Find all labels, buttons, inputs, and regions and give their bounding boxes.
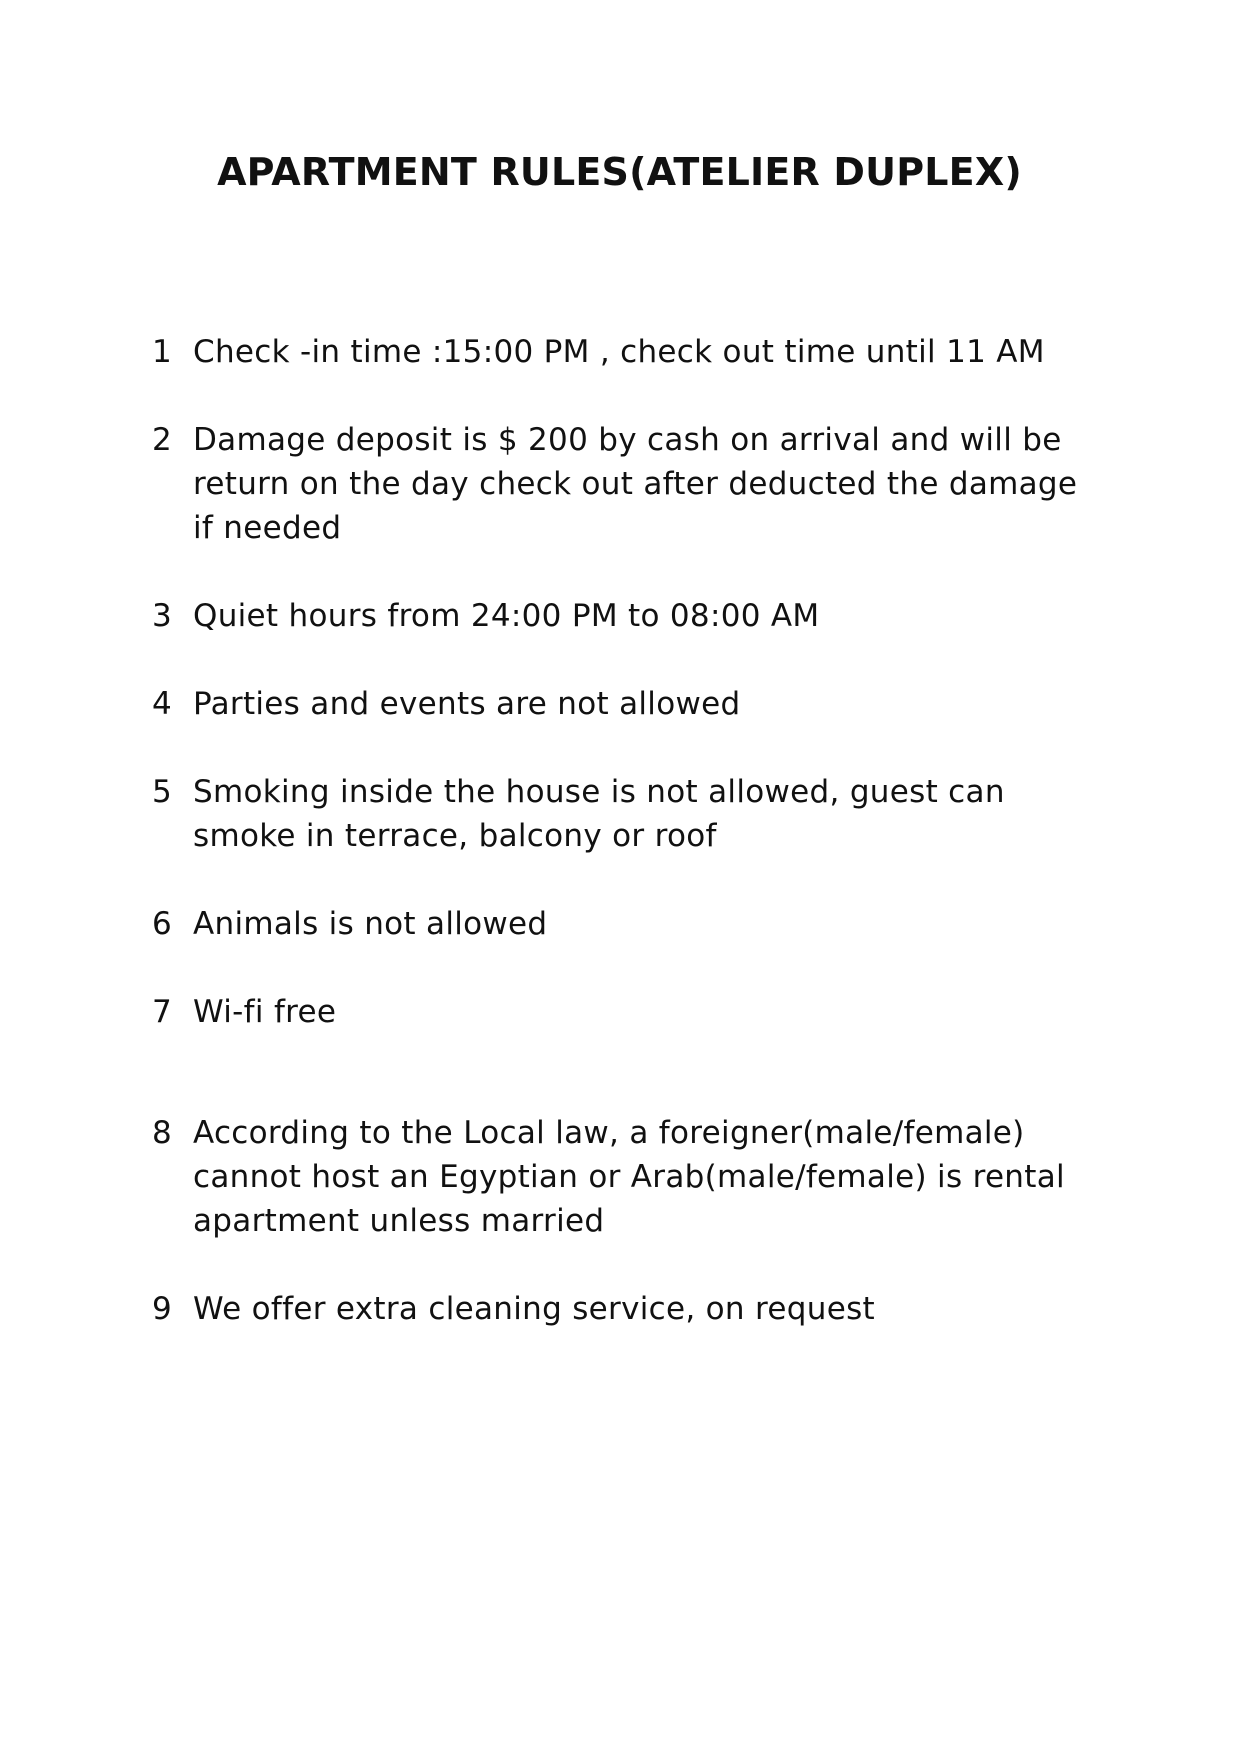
rule-item-5 xyxy=(152,770,1092,858)
rule-text: Smoking inside the house is not allowed, guest can smoke in terrace, balcony or roof xyxy=(193,774,1005,854)
rule-text: We offer extra cleaning service, on request xyxy=(193,1291,875,1327)
rule-number: 9 xyxy=(152,1291,173,1327)
rule-item-1 xyxy=(152,330,1092,374)
rule-item-7 xyxy=(152,990,1092,1034)
rule-item-6 xyxy=(152,902,1092,946)
rule-item-3 xyxy=(152,594,1092,638)
rule-text: Wi-fi free xyxy=(193,994,337,1030)
rule-number: 1 xyxy=(152,334,173,370)
rule-item-8 xyxy=(152,1111,1092,1243)
rule-item-2 xyxy=(152,418,1092,550)
rule-item-9 xyxy=(152,1287,1092,1331)
rule-number: 8 xyxy=(152,1115,173,1151)
rule-text: Damage deposit is $ 200 by cash on arrival and will be return on the day check out after deducted the damage if needed xyxy=(193,422,1078,546)
rule-number: 4 xyxy=(152,686,173,722)
rule-text: Animals is not allowed xyxy=(193,906,548,942)
rule-text: Check -in time :15:00 PM , check out time until 11 AM xyxy=(193,334,1045,370)
rule-number: 2 xyxy=(152,422,173,458)
page-title: APARTMENT RULES(ATELIER DUPLEX) xyxy=(217,150,1022,194)
rule-number: 3 xyxy=(152,598,173,634)
rule-text: Quiet hours from 24:00 PM to 08:00 AM xyxy=(193,598,820,634)
rule-number: 7 xyxy=(152,994,173,1030)
rule-text: Parties and events are not allowed xyxy=(193,686,741,722)
rule-number: 6 xyxy=(152,906,173,942)
rule-text: According to the Local law, a foreigner(male/female) cannot host an Egyptian or Arab(male/female) is rental apartment unless married xyxy=(193,1115,1065,1239)
rule-number: 5 xyxy=(152,774,173,810)
rule-item-4 xyxy=(152,682,1092,726)
